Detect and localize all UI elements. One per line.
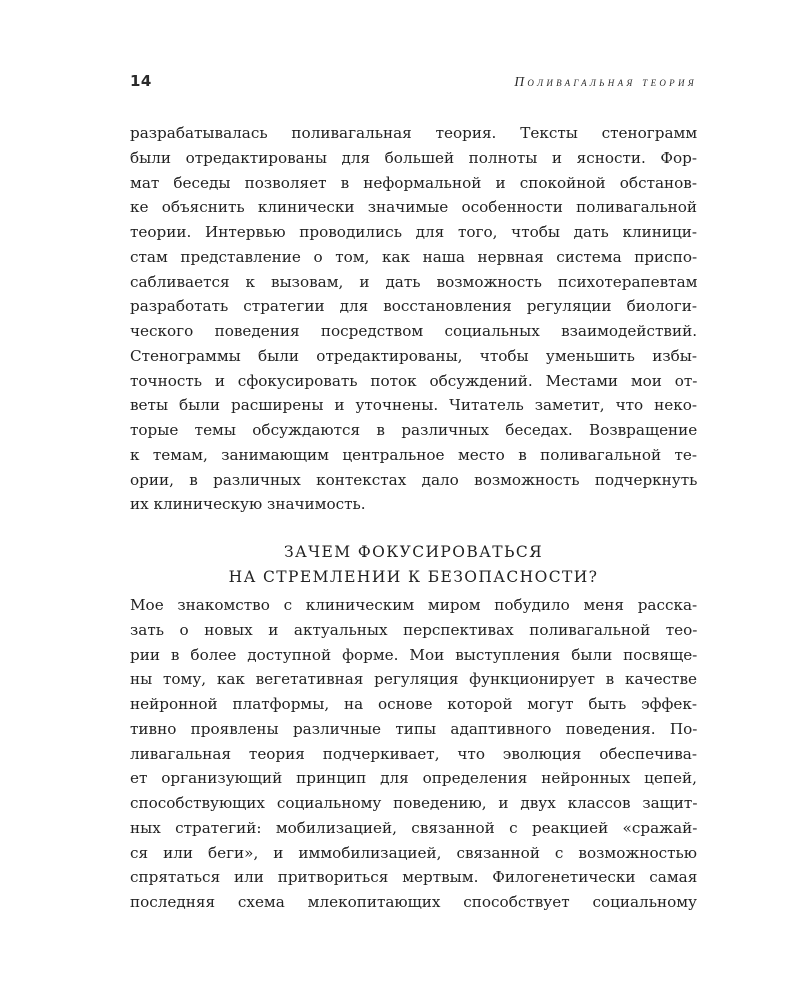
- text-line: ливагальная теория подчеркивает, что эволюция обеспечива-: [130, 744, 697, 763]
- text-line: Стенограммы были отредактированы, чтобы уменьшить избы-: [130, 346, 697, 365]
- text-line: мат беседы позволяет в неформальной и спокойной обстанов-: [130, 173, 697, 192]
- text-line: стам представление о том, как наша нервная система приспо-: [130, 247, 698, 266]
- text-line: точность и сфокусировать поток обсуждений. Местами мои от-: [130, 371, 698, 390]
- text-line: сабливается к вызовам, и дать возможность психотерапевтам: [130, 272, 698, 291]
- paragraph-safety: [130, 593, 697, 915]
- text-line: нейронной платформы, на основе которой могут быть эффек-: [130, 695, 697, 713]
- section-heading: [130, 540, 697, 590]
- text-line: рии в более доступной форме. Мои выступления были посвяще-: [130, 645, 698, 664]
- page-number: 14: [130, 72, 152, 90]
- text-line: ке объяснить клинически значимые особенности поливагальной: [130, 198, 698, 217]
- text-line: ных стратегий: мобилизацией, связанной с реакцией «сражай-: [130, 818, 698, 837]
- text-line: ны тому, как вегетативная регуляция функционирует в качестве: [130, 670, 697, 689]
- text-line: ории, в различных контекстах дало возможность подчеркнуть: [130, 470, 698, 489]
- text-line: теории. Интервью проводились для того, чтобы дать клиници-: [130, 223, 697, 241]
- text-line: разрабатывалась поливагальная теория. Тексты стенограмм: [130, 124, 698, 142]
- section-heading-line-1: ЗАЧЕМ ФОКУСИРОВАТЬСЯ: [283, 543, 544, 561]
- text-line: Мое знакомство с клиническим миром побудило меня расска-: [130, 596, 698, 614]
- text-line: ческого поведения посредством социальных взаимодействий.: [130, 322, 698, 340]
- text-line: зать о новых и актуальных перспективах поливагальной тео-: [130, 620, 698, 639]
- text-line: их клиническую значимость.: [130, 495, 366, 514]
- text-line: разработать стратегии для восстановления регуляции биологи-: [130, 297, 697, 316]
- text-line: способствующих социальному поведению, и двух классов защит-: [130, 794, 698, 812]
- text-line: ся или беги», и иммобилизацией, связанной с возможностью: [130, 843, 697, 862]
- text-line: к темам, занимающим центральное место в поливагальной те-: [130, 445, 698, 464]
- text-line: веты были расширены и уточнены. Читатель заметит, что неко-: [130, 396, 697, 415]
- running-title: Поливагальная теория: [514, 74, 697, 89]
- paragraph-intro: [130, 121, 697, 517]
- text-line: тивно проявлены различные типы адаптивного поведения. По-: [130, 719, 698, 738]
- text-line: торые темы обсуждаются в различных беседах. Возвращение: [130, 421, 698, 439]
- text-line: были отредактированы для большей полноты и ясности. Фор-: [130, 148, 697, 167]
- text-line: спрятаться или притвориться мертвым. Филогенетически самая: [130, 868, 698, 887]
- text-line: ет организующий принцип для определения нейронных цепей,: [130, 769, 697, 788]
- section-heading-line-2: НА СТРЕМЛЕНИИ К БЕЗОПАСНОСТИ?: [228, 568, 599, 586]
- text-line: последняя схема млекопитающих способствует социальному: [130, 893, 697, 911]
